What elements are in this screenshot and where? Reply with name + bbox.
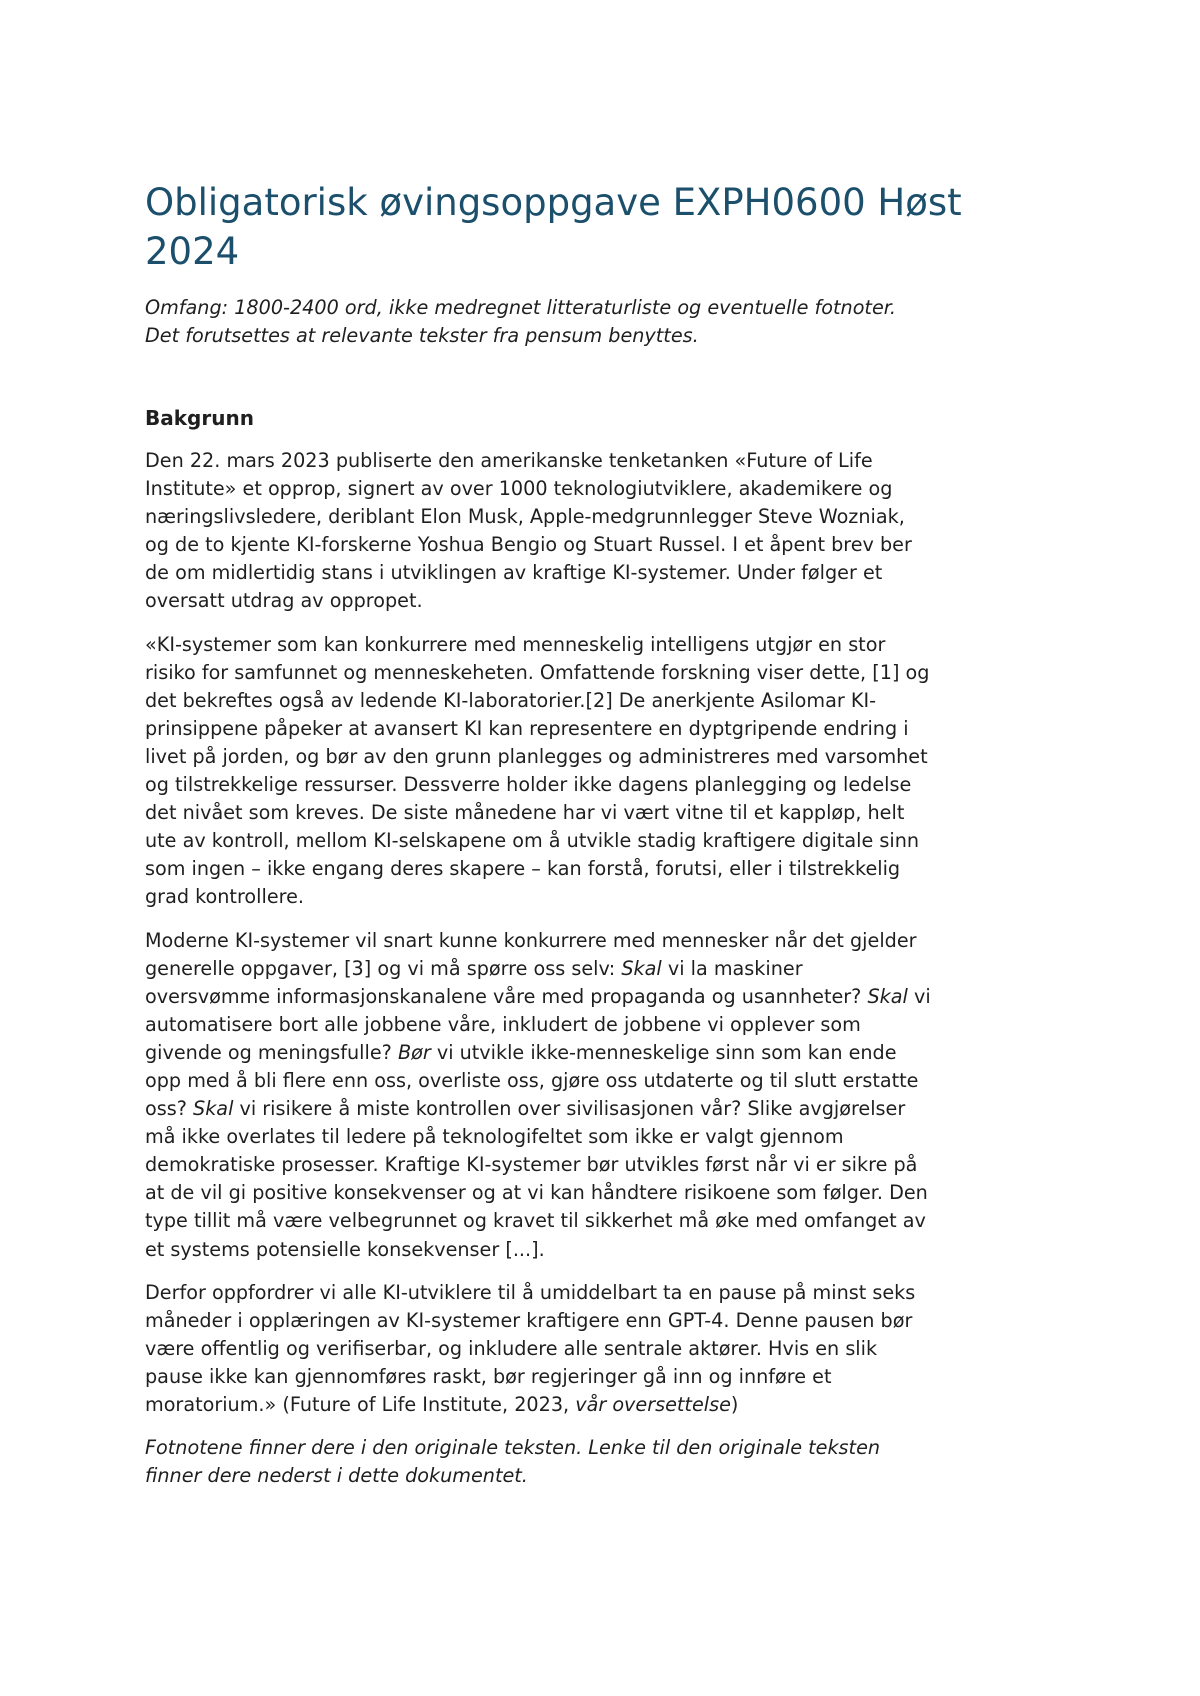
text-line: opp med å bli flere enn oss, overliste oss, gjøre oss utdaterte og til slutt erstatte <box>145 1068 919 1092</box>
text-run: vi utvikle ikke-menneskelige sinn som kan ende <box>430 1040 897 1064</box>
scope-note <box>145 294 1065 350</box>
text-line: må ikke overlates til ledere på teknologifeltet som ikke er valgt gjennom <box>145 1125 844 1149</box>
text-line <box>145 1039 1065 1067</box>
footnote-note <box>145 1434 1065 1490</box>
italic-emphasis: Skal <box>867 984 908 1008</box>
text-line: et systems potensielle konsekvenser [...]. <box>145 1237 545 1261</box>
text-run: ) <box>730 1393 739 1416</box>
quote-paragraph-2 <box>145 927 1065 1264</box>
text-run: vi la maskiner <box>661 956 803 980</box>
text-line: næringslivsledere, deriblant Elon Musk, Apple-medgrunnlegger Steve Wozniak, <box>145 505 905 529</box>
text-line: ute av kontroll, mellom KI-selskapene om å utvikle stadig kraftigere digitale sinn <box>145 829 920 853</box>
text-run: givende og meningsfulle? <box>145 1040 398 1064</box>
italic-emphasis: vår oversettelse <box>575 1393 731 1416</box>
text-line: det nivået som kreves. De siste månedene har vi vært vitne til et kappløp, helt <box>145 801 905 825</box>
title-line: Obligatorisk øvingsoppgave EXPH0600 Høst <box>145 181 962 224</box>
scope-line: Det forutsettes at relevante tekster fra pensum benyttes. <box>145 324 699 347</box>
text-line: «KI-systemer som kan konkurrere med menneskelig intelligens utgjør en stor <box>145 632 886 656</box>
text-run: vi <box>907 984 931 1008</box>
text-line: type tillit må være velbegrunnet og kravet til sikkerhet må øke med omfanget av <box>145 1209 926 1233</box>
text-run: moratorium.» (Future of Life Institute, 2023, <box>145 1393 576 1416</box>
text-run: vi risikere å miste kontrollen over sivilisasjonen vår? Slike avgjørelser <box>233 1097 906 1121</box>
text-line: Fotnotene finner dere i den originale teksten. Lenke til den originale teksten <box>145 1436 881 1460</box>
scope-line: Omfang: 1800-2400 ord, ikke medregnet litteraturliste og eventuelle fotnoter. <box>145 296 896 319</box>
text-line <box>145 1391 1065 1419</box>
text-line: være offentlig og verifiserbar, og inkludere alle sentrale aktører. Hvis en slik <box>145 1336 878 1360</box>
text-line: at de vil gi positive konsekvenser og at vi kan håndtere risikoene som følger. Den <box>145 1181 928 1205</box>
text-line: Den 22. mars 2023 publiserte den amerikanske tenketanken «Future of Life <box>145 449 873 472</box>
text-line: måneder i opplæringen av KI-systemer kraftigere enn GPT-4. Denne pausen bør <box>145 1308 913 1332</box>
quote-paragraph-1 <box>145 631 1065 912</box>
text-line: Derfor oppfordrer vi alle KI-utviklere til å umiddelbart ta en pause på minst seks <box>145 1280 916 1304</box>
document-page <box>145 178 1065 1490</box>
italic-emphasis: Bør <box>397 1040 431 1064</box>
text-line <box>145 955 1065 983</box>
text-line: og de to kjente KI-forskerne Yoshua Bengio og Stuart Russel. I et åpent brev ber <box>145 533 912 557</box>
text-line: grad kontrollere. <box>145 885 304 909</box>
text-line: risiko for samfunnet og menneskeheten. Omfattende forskning viser dette, [1] og <box>145 660 930 684</box>
text-run: oversvømme informasjonskanalene våre med propaganda og usannheter? <box>145 984 868 1008</box>
italic-emphasis: Skal <box>193 1097 234 1121</box>
text-line: finner dere nederst i dette dokumentet. <box>145 1464 528 1488</box>
text-line: livet på jorden, og bør av den grunn planlegges og administreres med varsomhet <box>145 744 928 768</box>
italic-emphasis: Skal <box>621 956 662 980</box>
text-run: generelle oppgaver, [3] og vi må spørre oss selv: <box>145 956 622 980</box>
quote-paragraph-3 <box>145 1279 1065 1419</box>
text-line: som ingen – ikke engang deres skapere – kan forstå, forutsi, eller i tilstrekkelig <box>145 857 901 881</box>
text-line: de om midlertidig stans i utviklingen av kraftige KI-systemer. Under følger et <box>145 561 883 585</box>
text-line: pause ikke kan gjennomføres raskt, bør regjeringer gå inn og innføre et <box>145 1364 832 1388</box>
text-line <box>145 983 1065 1011</box>
text-line: demokratiske prosesser. Kraftige KI-systemer bør utvikles først når vi er sikre på <box>145 1153 918 1177</box>
text-line: det bekreftes også av ledende KI-laboratorier.[2] De anerkjente Asilomar KI- <box>145 688 877 712</box>
text-line: og tilstrekkelige ressurser. Dessverre holder ikke dagens planlegging og ledelse <box>145 773 912 797</box>
text-line: Moderne KI-systemer vil snart kunne konkurrere med mennesker når det gjelder <box>145 928 917 952</box>
title-line: 2024 <box>145 230 240 273</box>
text-line: Institute» et opprop, signert av over 1000 teknologiutviklere, akademikere og <box>145 477 893 501</box>
section-heading-bakgrunn: Bakgrunn <box>145 406 254 430</box>
text-line: oversatt utdrag av oppropet. <box>145 589 423 613</box>
document-title <box>145 178 1065 276</box>
text-line: prinsippene påpeker at avansert KI kan representere en dyptgripende endring i <box>145 716 909 740</box>
text-line <box>145 1095 1065 1123</box>
intro-paragraph <box>145 447 1065 616</box>
text-run: oss? <box>145 1097 194 1121</box>
text-line: automatisere bort alle jobbene våre, inkludert de jobbene vi opplever som <box>145 1012 861 1036</box>
